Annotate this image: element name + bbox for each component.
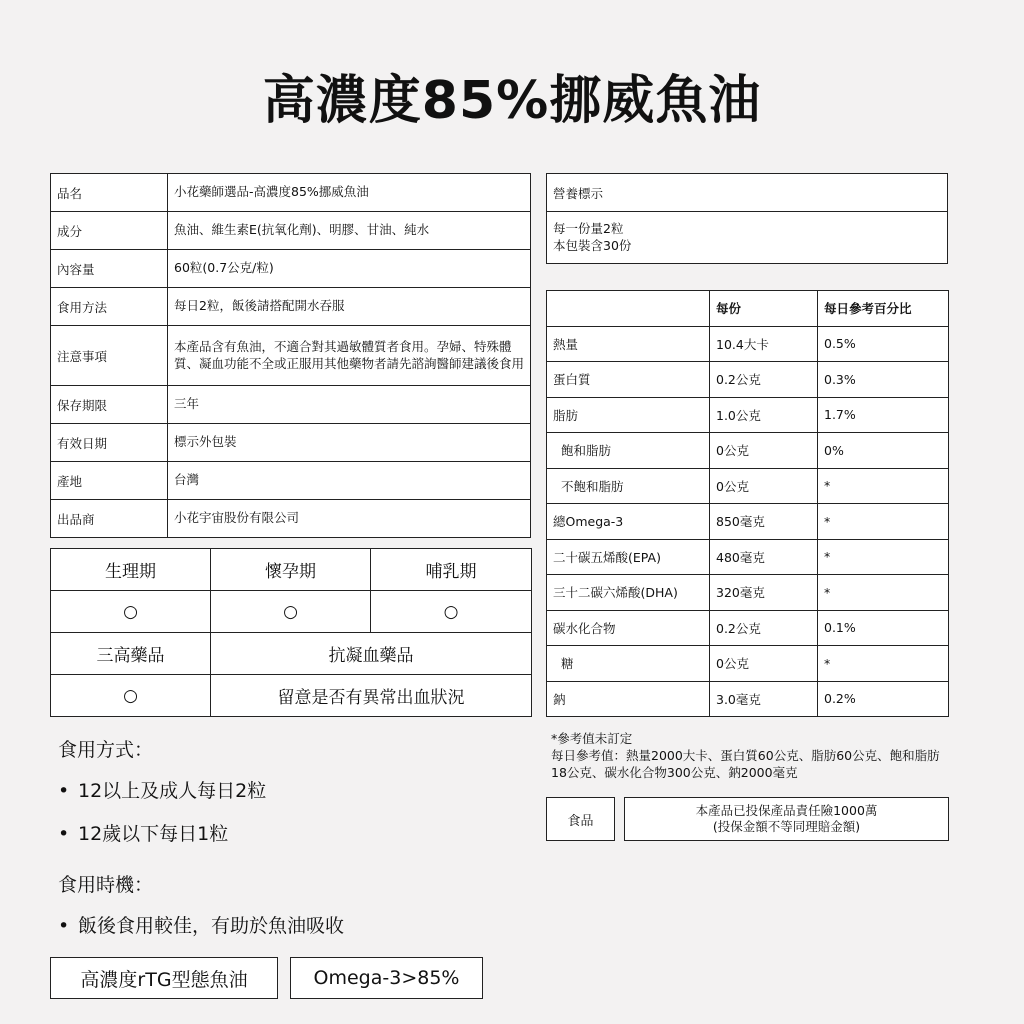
- nutrient-per-serving: 1.0公克: [710, 397, 818, 433]
- nutrient-name: 飽和脂肪: [547, 433, 710, 469]
- nutrient-name: 碳水化合物: [547, 610, 710, 646]
- info-row: [51, 386, 531, 424]
- nutrition-notes: [551, 731, 951, 782]
- nutrient-daily-percent: *: [818, 468, 949, 504]
- breastfeeding-ok-mark: ○: [371, 591, 532, 633]
- table-row: [547, 539, 949, 575]
- nutrient-per-serving: 3.0毫克: [710, 681, 818, 717]
- nutrient-per-serving: 0.2公克: [710, 610, 818, 646]
- servings-per-pack: 本包裝含30份: [553, 237, 632, 253]
- info-value: 本產品含有魚油，不適合對其過敏體質者食用。孕婦、特殊體質、凝血功能不全或正服用其他藥物者請先諮詢醫師建議後食用: [168, 326, 531, 386]
- info-value: 魚油、維生素E(抗氧化劑)、明膠、甘油、純水: [168, 212, 531, 250]
- nutrient-name: 熱量: [547, 326, 710, 362]
- nutrient-name: 糖: [547, 646, 710, 682]
- info-row: [51, 174, 531, 212]
- info-value: 三年: [168, 386, 531, 424]
- omega3-tag: Omega-3>85%: [290, 957, 483, 999]
- info-label: 注意事項: [51, 326, 168, 386]
- list-item: • 12以上及成人每日2粒: [58, 776, 266, 803]
- nutrient-name: 總Omega-3: [547, 504, 710, 540]
- table-row: [547, 610, 949, 646]
- serving-size: 每一份量2粒: [553, 220, 624, 236]
- nutrient-per-serving: 0.2公克: [710, 362, 818, 398]
- insurance-disclaimer: (投保金額不等同理賠金額): [712, 819, 861, 834]
- info-label: 有效日期: [51, 424, 168, 462]
- info-row: [51, 462, 531, 500]
- info-row: [51, 212, 531, 250]
- nutrient-daily-percent: 0.3%: [818, 362, 949, 398]
- info-label: 成分: [51, 212, 168, 250]
- anticoagulant-note: 留意是否有異常出血狀況: [211, 675, 532, 717]
- insurance-line: 本產品已投保產品責任險1000萬: [695, 802, 878, 818]
- table-row: [547, 681, 949, 717]
- nutrient-daily-percent: 1.7%: [818, 397, 949, 433]
- nutrient-name: 脂肪: [547, 397, 710, 433]
- info-label: 保存期限: [51, 386, 168, 424]
- usage-method-list: [58, 776, 266, 846]
- usage-compatibility-grid: [50, 548, 532, 717]
- info-row: [51, 326, 531, 386]
- pregnancy-ok-mark: ○: [211, 591, 371, 633]
- info-value: 每日2粒，飯後請搭配開水吞服: [168, 288, 531, 326]
- info-label: 出品商: [51, 500, 168, 538]
- info-row: [51, 424, 531, 462]
- rtg-tag: 高濃度rTG型態魚油: [50, 957, 278, 999]
- nutrient-per-serving: 0公克: [710, 468, 818, 504]
- table-row: [547, 646, 949, 682]
- col-per-serving: 每份: [710, 291, 818, 327]
- nutrient-name: 二十碳五烯酸(EPA): [547, 539, 710, 575]
- list-item: • 12歲以下每日1粒: [58, 819, 266, 846]
- pregnancy-label: 懷孕期: [211, 549, 371, 591]
- nutrient-name: 蛋白質: [547, 362, 710, 398]
- info-value: 60粒(0.7公克/粒): [168, 250, 531, 288]
- info-label: 品名: [51, 174, 168, 212]
- nutrient-daily-percent: *: [818, 646, 949, 682]
- nutrition-table: [546, 290, 949, 717]
- page-title: 高濃度85%挪威魚油: [262, 71, 762, 131]
- nutrient-per-serving: 320毫克: [710, 575, 818, 611]
- info-value: 小花藥師選品-高濃度85%挪威魚油: [168, 174, 531, 212]
- nutrient-name: 三十二碳六烯酸(DHA): [547, 575, 710, 611]
- chronic-medication-ok-mark: ○: [51, 675, 211, 717]
- table-row: [547, 362, 949, 398]
- usage-timing-heading: 食用時機：: [58, 874, 154, 896]
- info-label: 內容量: [51, 250, 168, 288]
- grid-row: [51, 675, 532, 717]
- menstruation-ok-mark: ○: [51, 591, 211, 633]
- nutrient-daily-percent: 0.2%: [818, 681, 949, 717]
- anticoagulant-label: 抗凝血藥品: [211, 633, 532, 675]
- nutrient-daily-percent: *: [818, 575, 949, 611]
- list-item: • 飯後食用較佳，有助於魚油吸收: [58, 911, 344, 938]
- table-row: [547, 397, 949, 433]
- nutrient-daily-percent: 0.1%: [818, 610, 949, 646]
- info-row: [51, 288, 531, 326]
- chronic-medication-label: 三高藥品: [51, 633, 211, 675]
- info-value: 小花宇宙股份有限公司: [168, 500, 531, 538]
- product-info-table: [50, 173, 531, 538]
- usage-method-section: [58, 735, 266, 862]
- info-label: 食用方法: [51, 288, 168, 326]
- nutrient-daily-percent: 0%: [818, 433, 949, 469]
- nutrient-per-serving: 0公克: [710, 433, 818, 469]
- nutrient-name: 鈉: [547, 681, 710, 717]
- grid-row: [51, 549, 532, 591]
- nutrient-per-serving: 10.4大卡: [710, 326, 818, 362]
- serving-info: [547, 212, 948, 264]
- col-daily-percent: 每日參考百分比: [818, 291, 949, 327]
- usage-method-heading: 食用方式：: [58, 739, 154, 761]
- table-row: [547, 575, 949, 611]
- grid-row: [51, 591, 532, 633]
- food-label-box: 食品: [546, 797, 615, 841]
- table-row: [547, 468, 949, 504]
- nutrition-header-table: [546, 173, 948, 264]
- note-daily-reference: 每日參考值：熱量2000大卡、蛋白質60公克、脂肪60公克、飽和脂肪18公克、碳水化合物300公克、鈉2000毫克: [551, 747, 940, 780]
- table-row: [547, 504, 949, 540]
- breastfeeding-label: 哺乳期: [371, 549, 532, 591]
- table-row: [547, 326, 949, 362]
- info-value: 標示外包裝: [168, 424, 531, 462]
- info-label: 產地: [51, 462, 168, 500]
- table-row: [547, 433, 949, 469]
- info-row: [51, 500, 531, 538]
- usage-timing-list: [58, 911, 344, 938]
- nutrient-daily-percent: 0.5%: [818, 326, 949, 362]
- note-reference-unset: *參考值未訂定: [551, 731, 633, 746]
- nutrient-name: 不飽和脂肪: [547, 468, 710, 504]
- nutrition-header-row: [547, 291, 949, 327]
- nutrient-per-serving: 480毫克: [710, 539, 818, 575]
- usage-timing-section: [58, 870, 344, 954]
- grid-row: [51, 633, 532, 675]
- nutrient-daily-percent: *: [818, 504, 949, 540]
- info-row: [51, 250, 531, 288]
- insurance-notice-box: [624, 797, 949, 841]
- nutrient-daily-percent: *: [818, 539, 949, 575]
- info-value: 台灣: [168, 462, 531, 500]
- nutrient-per-serving: 0公克: [710, 646, 818, 682]
- nutrition-title: 營養標示: [547, 174, 948, 212]
- nutrient-per-serving: 850毫克: [710, 504, 818, 540]
- menstruation-label: 生理期: [51, 549, 211, 591]
